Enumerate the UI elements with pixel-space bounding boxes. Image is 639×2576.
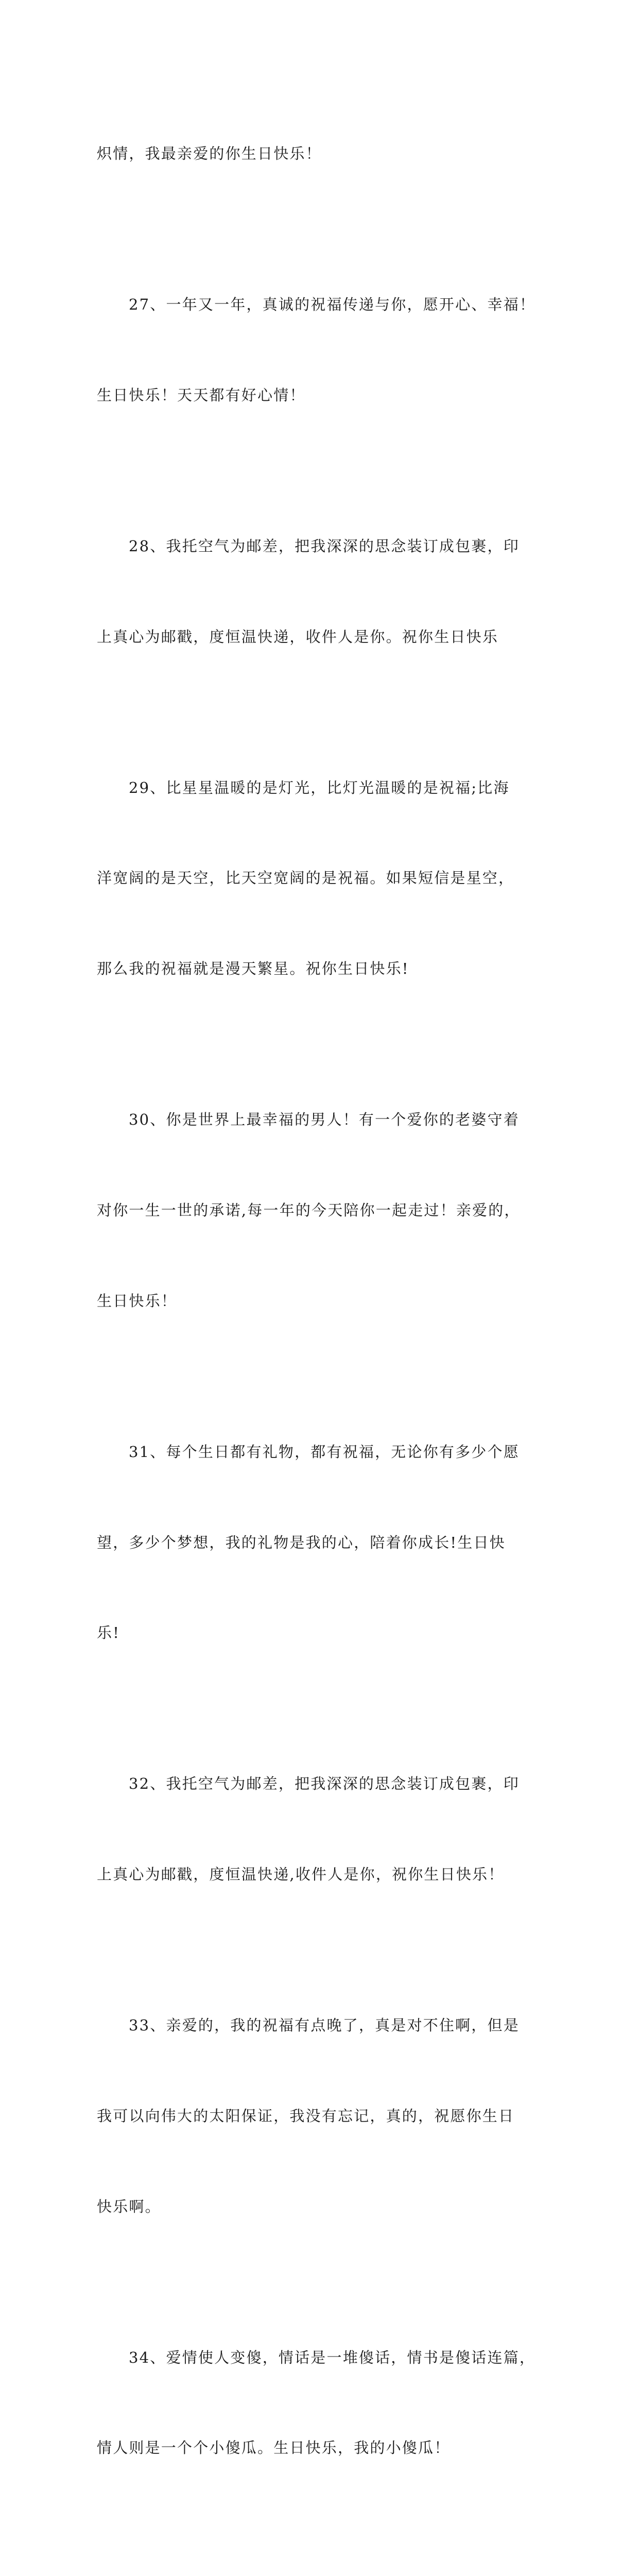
text-line: 27、一年又一年，真诚的祝福传递与你，愿开心、幸福！ <box>129 296 536 314</box>
text-line: 生日快乐！天天都有好心情！ <box>97 386 306 404</box>
paragraph-26-continuation <box>97 78 550 229</box>
text-line: 上真心为邮戳，度恒温快递,收件人是你，祝你生日快乐！ <box>97 1866 505 1884</box>
text-line: 情人则是一个个小傻瓜。生日快乐，我的小傻瓜！ <box>97 2439 451 2457</box>
text-line: 乐! <box>97 1624 120 1642</box>
paragraph-35 <box>97 2523 550 2576</box>
text-line: 34、爱情使人变傻，情话是一堆傻话，情书是傻话连篇， <box>129 2348 536 2366</box>
text-line: 30、你是世界上最幸福的男人！有一个爱你的老婆守着 <box>129 1111 520 1129</box>
text-line: 33、亲爱的，我的祝福有点晚了，真是对不住啊，但是 <box>129 2016 520 2034</box>
text-line: 那么我的祝福就是漫天繁星。祝你生日快乐! <box>97 960 409 978</box>
paragraph-32 <box>97 1708 550 1950</box>
text-line: 对你一生一世的承诺,每一年的今天陪你一起走过！亲爱的， <box>97 1201 521 1219</box>
paragraph-28 <box>97 471 550 713</box>
text-line: 31、每个生日都有礼物，都有祝福，无论你有多少个愿 <box>129 1443 520 1461</box>
paragraph-29 <box>97 712 550 1044</box>
paragraph-33 <box>97 1950 550 2282</box>
text-line: 洋宽阔的是天空，比天空宽阔的是祝福。如果短信是星空， <box>97 869 515 887</box>
paragraph-31 <box>97 1377 550 1709</box>
paragraph-27 <box>97 229 550 471</box>
text-line: 29、比星星温暖的是灯光，比灯光温暖的是祝福;比海 <box>129 778 510 796</box>
text-line: 生日快乐！ <box>97 1292 178 1310</box>
text-line: 上真心为邮戳，度恒温快递，收件人是你。祝你生日快乐 <box>97 628 499 646</box>
document-body <box>97 78 550 2576</box>
paragraph-30 <box>97 1044 550 1377</box>
text-line: 28、我托空气为邮差，把我深深的思念装订成包裹，印 <box>129 537 520 555</box>
paragraph-34 <box>97 2282 550 2523</box>
text-line: 炽情，我最亲爱的你生日快乐！ <box>97 145 322 163</box>
text-line: 快乐啊。 <box>97 2197 161 2215</box>
text-line: 我可以向伟大的太阳保证，我没有忘记，真的，祝愿你生日 <box>97 2107 515 2125</box>
text-line: 望，多少个梦想，我的礼物是我的心，陪着你成长!生日快 <box>97 1533 506 1551</box>
text-line: 32、我托空气为邮差，把我深深的思念装订成包裹，印 <box>129 1775 520 1793</box>
